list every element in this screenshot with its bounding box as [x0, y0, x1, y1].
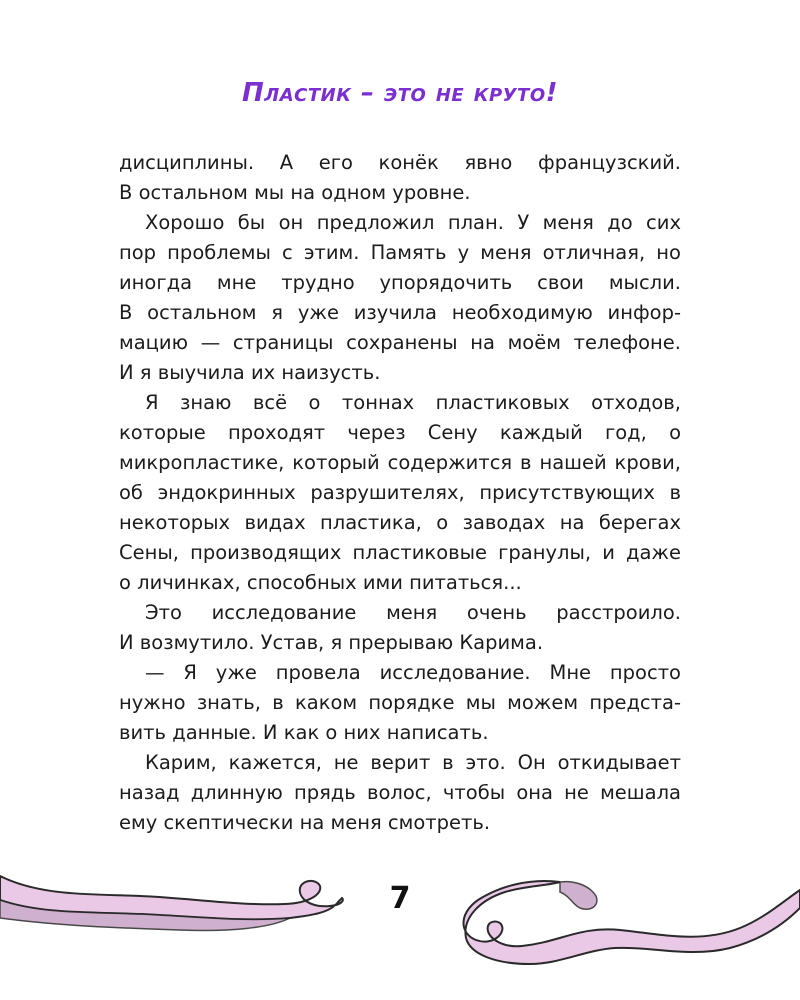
text-line: — Я уже провела исследование. Мне просто	[145, 661, 681, 684]
text-line: Хорошо бы он предложил план. У меня до сих	[145, 211, 681, 234]
text-line: мацию — страницы сохранены на моём телефоне.	[119, 331, 681, 354]
text-line: которые проходят через Сену каждый год, о	[119, 421, 681, 444]
page-number: 7	[389, 881, 411, 916]
text-line: Карим, кажется, не верит в это. Он откидывает	[145, 751, 681, 774]
text-line: Я знаю всё о тоннах пластиковых отходов,	[145, 391, 681, 414]
text-line: Сены, производящих пластиковые гранулы, и даже	[119, 541, 681, 564]
text-line: о личинках, способных ими питаться...	[119, 571, 522, 594]
running-title: Пластик – это не круто!	[242, 78, 558, 108]
text-line: некоторых видах пластика, о заводах на берегах	[119, 511, 681, 534]
text-line: ему скептически на меня смотреть.	[119, 811, 491, 834]
text-line: И возмутило. Устав, я прерываю Карима.	[119, 631, 544, 654]
text-line: И я выучила их наизусть.	[119, 361, 381, 384]
text-line: об эндокринных разрушителях, присутствующих в	[119, 481, 681, 504]
page-body-text	[119, 148, 681, 838]
decorative-ribbon-swirl	[0, 856, 800, 1000]
text-line: В остальном мы на одном уровне.	[119, 181, 471, 204]
text-line: В остальном я уже изучила необходимую инфор-	[119, 301, 681, 324]
text-line: дисциплины. А его конёк явно французский.	[119, 151, 681, 174]
text-line: назад длинную прядь волос, чтобы она не мешала	[119, 781, 681, 804]
text-line: микропластике, который содержится в нашей крови,	[119, 451, 681, 474]
text-line: иногда мне трудно упорядочить свои мысли.	[119, 271, 681, 294]
text-line: нужно знать, в каком порядке мы можем предста-	[119, 691, 681, 714]
text-line: вить данные. И как о них написать.	[119, 721, 489, 744]
text-line: пор проблемы с этим. Память у меня отличная, но	[119, 241, 681, 264]
text-line: Это исследование меня очень расстроило.	[145, 601, 681, 624]
